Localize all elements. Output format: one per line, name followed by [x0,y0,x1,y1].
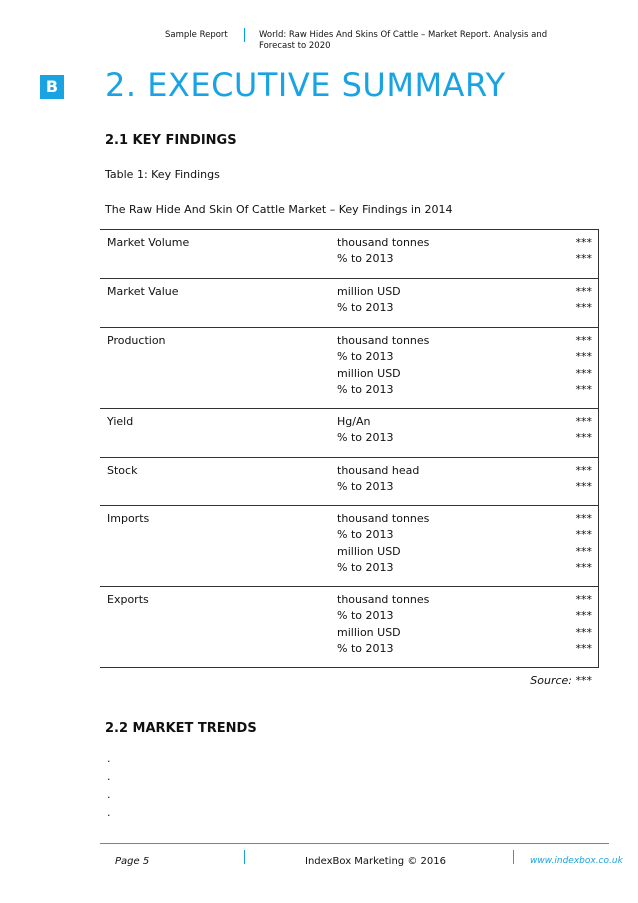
footer-separator [513,850,514,864]
table-unit-cell: % to 2013 [337,560,394,574]
table-unit-cell: % to 2013 [337,528,394,542]
table-unit-cell: thousand tonnes [337,236,430,249]
table-unit-cell: thousand head [337,464,420,477]
table-value-cell: *** [575,366,592,380]
table-unit-cell: thousand tonnes [337,334,430,347]
table-value-cell: *** [575,560,592,574]
trend-dot: . [107,806,111,819]
table-row-divider [100,278,599,279]
table-unit-cell: % to 2013 [337,431,394,445]
table-right-border [598,229,599,278]
page-title: 2. EXECUTIVE SUMMARY [105,66,506,104]
table-value-cell: *** [575,528,592,542]
table-value-cell: *** [575,480,592,494]
table-row-divider [100,505,599,506]
table-right-border [598,278,599,327]
table-source [530,674,592,687]
table-unit-cell: % to 2013 [337,301,394,315]
trend-dot: . [107,752,111,765]
table-label: Table 1: Key Findings [105,168,220,181]
table-value-cell: *** [575,334,592,347]
header-divider [244,28,245,42]
source-value: *** [575,674,592,687]
footer-separator [244,850,245,864]
trend-dot: . [107,770,111,783]
table-value-cell: *** [575,301,592,315]
footer-copyright: IndexBox Marketing © 2016 [305,856,446,867]
table-row-label: Imports [107,512,150,525]
table-value-cell: *** [575,285,592,298]
table-right-border [598,505,599,586]
table-unit-cell: % to 2013 [337,609,394,623]
section-heading-market-trends: 2.2 MARKET TRENDS [105,721,257,736]
footer-divider [100,843,609,844]
header-report-title: World: Raw Hides And Skins Of Cattle – Market Report. Analysis and Forecast to 2020 [259,30,548,51]
table-row-divider [100,457,599,458]
table-unit-cell: % to 2013 [337,641,394,655]
section-heading-key-findings: 2.1 KEY FINDINGS [105,133,237,148]
table-value-cell: *** [575,431,592,445]
table-value-cell: *** [575,350,592,364]
table-value-cell: *** [575,544,592,558]
table-value-cell: *** [575,252,592,266]
table-value-cell: *** [575,415,592,428]
table-unit-cell: million USD [337,366,401,380]
table-row-divider [100,586,599,587]
brand-logo-icon: B [40,75,64,99]
table-row-divider [100,408,599,409]
table-unit-cell: % to 2013 [337,382,394,396]
table-value-cell: *** [575,464,592,477]
table-unit-cell: % to 2013 [337,252,394,266]
table-unit-cell: thousand tonnes [337,593,430,606]
table-unit-cell: million USD [337,285,401,298]
table-row-label: Production [107,334,166,347]
table-value-cell: *** [575,593,592,606]
table-title: The Raw Hide And Skin Of Cattle Market – Key Findings in 2014 [105,203,453,216]
footer-website-link[interactable]: www.indexbox.co.uk [530,856,623,866]
table-row-label: Exports [107,593,149,606]
table-row-label: Market Value [107,285,179,298]
table-value-cell: *** [575,382,592,396]
table-value-cell: *** [575,609,592,623]
table-unit-cell: % to 2013 [337,350,394,364]
table-row-divider [100,327,599,328]
table-row-divider [100,229,599,230]
table-right-border [598,457,599,505]
table-unit-cell: Hg/An [337,415,371,428]
footer-page-number: Page 5 [115,856,150,867]
header-report-type: Sample Report [165,30,228,40]
table-row-label: Yield [107,415,134,428]
table-unit-cell: thousand tonnes [337,512,430,525]
table-row-divider [100,667,599,668]
table-unit-cell: million USD [337,625,401,639]
table-right-border [598,408,599,457]
table-value-cell: *** [575,512,592,525]
table-value-cell: *** [575,641,592,655]
table-unit-cell: million USD [337,544,401,558]
table-right-border [598,586,599,667]
table-value-cell: *** [575,625,592,639]
table-value-cell: *** [575,236,592,249]
table-row-label: Stock [107,464,138,477]
table-unit-cell: % to 2013 [337,480,394,494]
table-row-label: Market Volume [107,236,190,249]
source-label: Source: [530,674,572,687]
trend-dot: . [107,788,111,801]
table-right-border [598,327,599,408]
